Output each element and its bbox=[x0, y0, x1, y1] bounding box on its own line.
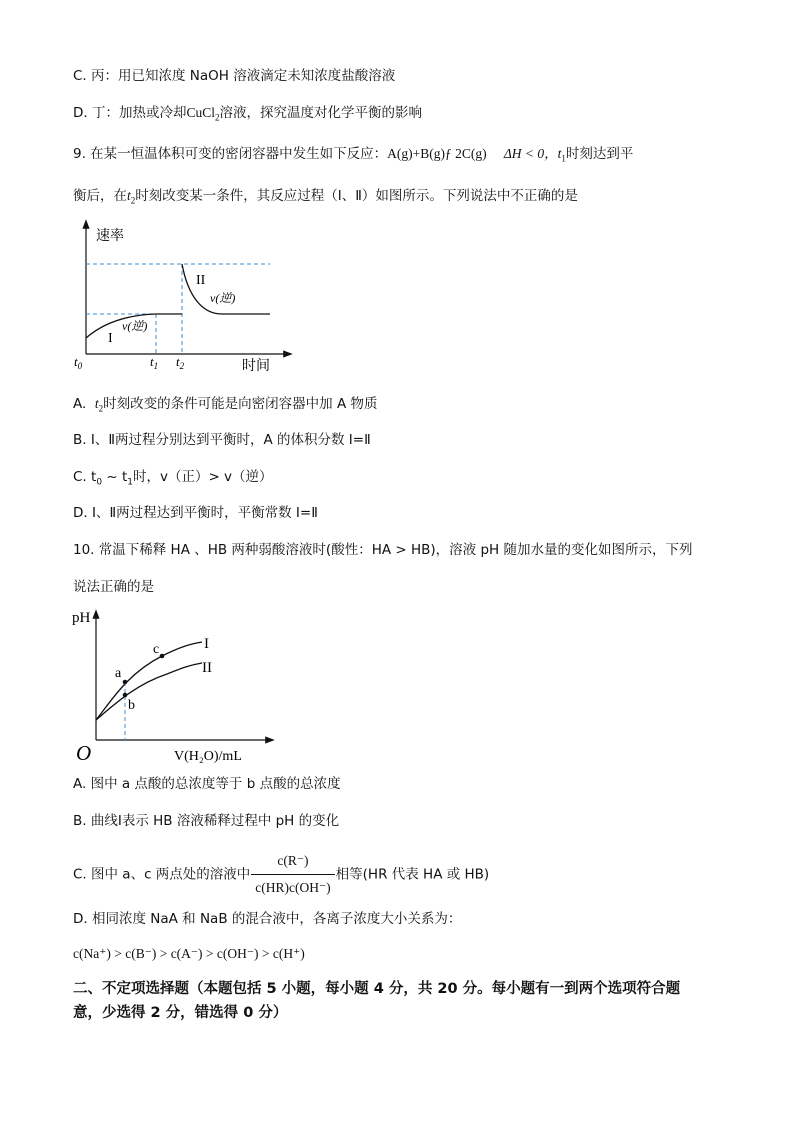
q9-option-c-mid: ~ t bbox=[102, 469, 128, 485]
q9-stem-c: 衡后，在 bbox=[73, 188, 127, 204]
rate-time-figure bbox=[70, 218, 310, 378]
q10-option-c-fraction bbox=[251, 850, 334, 899]
q9-option-a-post: 时刻改变的条件可能是向密闭容器中加 A 物质 bbox=[103, 396, 378, 412]
q9-reaction: A(g)+B(g)ƒ 2C(g) bbox=[387, 146, 487, 161]
q9-option-c-s1: 1 bbox=[127, 477, 133, 488]
curve-II bbox=[96, 663, 202, 720]
q9-option-a-pre: A. bbox=[73, 396, 87, 412]
q9-t2-sub: 2 bbox=[130, 195, 136, 206]
t1-label-sub: 1 bbox=[153, 361, 159, 371]
t1-label-t: t bbox=[150, 354, 154, 369]
origin-label: O bbox=[76, 741, 92, 765]
curve-label-II: II bbox=[202, 660, 212, 676]
q10-option-d: D. 相同浓度 NaA 和 NaB 的混合液中，各离子浓度大小关系为： bbox=[73, 911, 462, 927]
q10-option-d-formula: c(Na⁺) > c(B⁻) > c(A⁻) > c(OH⁻) > c(H⁺) bbox=[73, 946, 305, 961]
q10-option-c-denominator: c(HR)c(OH⁻) bbox=[255, 880, 331, 895]
q9-stem-line2 bbox=[73, 187, 578, 210]
q9-stem-line1 bbox=[73, 145, 633, 168]
v-reverse-label-1: v(逆) bbox=[122, 319, 148, 333]
curve-process-II bbox=[182, 264, 270, 314]
label-process-II: II bbox=[196, 273, 206, 288]
t2-label-t: t bbox=[176, 354, 180, 369]
q9-option-a-t: t bbox=[94, 396, 99, 411]
q8-option-d-sub: 2 bbox=[215, 112, 220, 123]
point-b bbox=[123, 693, 128, 698]
q9-t1: t bbox=[557, 146, 562, 161]
q9-dh: ΔH < 0， bbox=[503, 146, 558, 161]
q9-stem-a: 9. 在某一恒温体积可变的密闭容器中发生如下反应： bbox=[73, 146, 388, 162]
label-a: a bbox=[115, 666, 122, 681]
t1-label bbox=[150, 354, 158, 371]
volume-axis-label: V(H₂O)/mL bbox=[174, 749, 242, 764]
t0-label-sub: 0 bbox=[77, 361, 83, 371]
ph-dilution-figure bbox=[72, 602, 282, 767]
q9-option-c bbox=[73, 468, 273, 492]
q10-option-a: A. 图中 a 点酸的总浓度等于 b 点酸的总浓度 bbox=[73, 776, 341, 792]
ph-axis-label: pH bbox=[72, 610, 91, 626]
q9-stem-d: 时刻改变某一条件，其反应过程（Ⅰ、Ⅱ）如图所示。下列说法中不正确的是 bbox=[135, 188, 578, 204]
t0-label bbox=[74, 354, 83, 371]
label-b: b bbox=[128, 698, 135, 713]
q10-option-c-post: 相等(HR 代表 HA 或 HB) bbox=[335, 866, 490, 883]
q8-option-d bbox=[73, 104, 422, 127]
q9-option-d: D. Ⅰ、Ⅱ两过程达到平衡时，平衡常数 Ⅰ=Ⅱ bbox=[73, 505, 318, 521]
label-process-I: I bbox=[108, 331, 113, 346]
q9-option-c-s0: 0 bbox=[96, 477, 103, 488]
q10-stem-line2: 说法正确的是 bbox=[73, 579, 154, 595]
t2-label bbox=[176, 354, 185, 371]
curve-label-I: I bbox=[204, 636, 209, 652]
q9-option-a-sub: 2 bbox=[98, 403, 104, 414]
q10-option-c bbox=[73, 850, 489, 899]
q9-t1-sub: 1 bbox=[561, 153, 566, 164]
q10-stem-line1: 10. 常温下稀释 HA 、HB 两种弱酸溶液时(酸性：HA > HB)，溶液 pH 随加水量的变化如图所示，下列 bbox=[73, 542, 693, 558]
q8-option-d-post: 溶液，探究温度对化学平衡的影响 bbox=[219, 105, 422, 121]
t0-label-t: t bbox=[74, 354, 78, 369]
q9-option-b: B. Ⅰ、Ⅱ两过程分别达到平衡时，A 的体积分数 Ⅰ=Ⅱ bbox=[73, 432, 371, 448]
q10-option-c-pre: C. 图中 a、c 两点处的溶液中 bbox=[73, 866, 251, 883]
section2-heading-line1: 二、不定项选择题（本题包括 5 小题，每小题 4 分，共 20 分。每小题有一到两个选项符合题 bbox=[73, 981, 681, 997]
q9-stem-b: 时刻达到平 bbox=[565, 146, 634, 162]
q9-option-c-post: 时，v（正）> v（逆） bbox=[132, 469, 273, 485]
q10-option-c-numerator: c(R⁻) bbox=[251, 850, 334, 875]
v-reverse-label-2: v(逆) bbox=[210, 291, 236, 305]
q9-t2: t bbox=[127, 188, 131, 203]
point-a bbox=[123, 680, 128, 685]
point-c bbox=[160, 654, 165, 659]
time-axis-label: 时间 bbox=[242, 359, 270, 374]
q9-option-a bbox=[73, 395, 377, 418]
section2-heading-line2: 意，少选得 2 分，错选得 0 分） bbox=[73, 1005, 288, 1021]
q8-option-d-formula: CuCl bbox=[186, 105, 215, 120]
q8-option-d-pre: D. 丁：加热或冷却 bbox=[73, 105, 187, 121]
rate-axis-label: 速率 bbox=[96, 229, 124, 244]
q8-option-c: C. 丙：用已知浓度 NaOH 溶液滴定未知浓度盐酸溶液 bbox=[73, 68, 396, 84]
t2-label-sub: 2 bbox=[179, 361, 185, 371]
q9-option-c-pre: C. t bbox=[73, 469, 97, 485]
label-c: c bbox=[153, 642, 160, 657]
q10-option-b: B. 曲线Ⅰ表示 HB 溶液稀释过程中 pH 的变化 bbox=[73, 813, 340, 829]
